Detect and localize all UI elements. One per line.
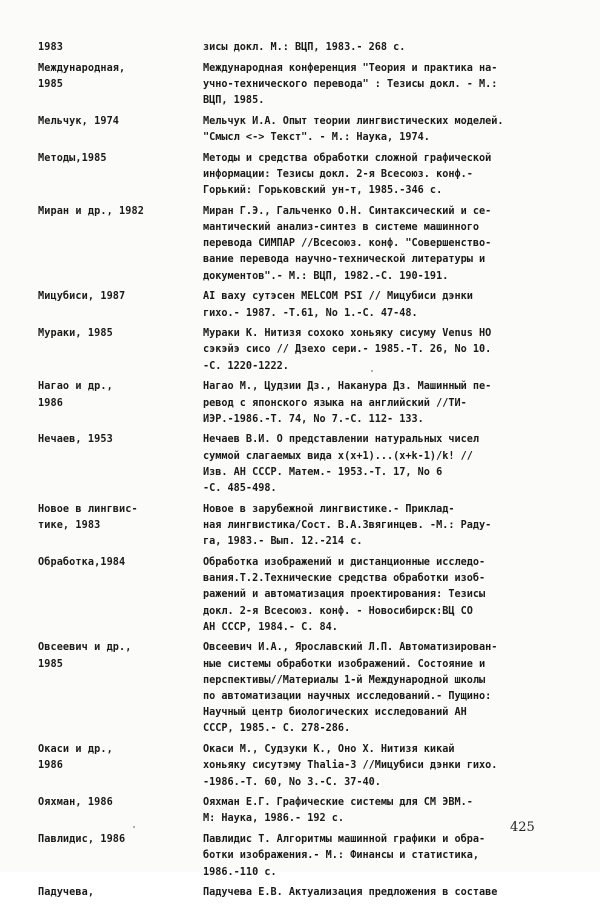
bibliography-entry (38, 40, 568, 56)
entry-text: Падучева Е.В. Актуализация предложения в составе (203, 887, 498, 899)
entry-text: Ояхман Е.Г. Графические системы для СМ ЭВМ.- М: Наука, 1986.- 192 с. (203, 797, 473, 825)
entry-text: зисы докл. М.: ВЦП, 1983.- 268 с. (203, 42, 406, 53)
bibliography-entry (38, 885, 568, 901)
entry-text: Новое в зарубежной лингвистике.- Приклад- ная лингвистика/Сост. В.А.Звягинцев. -М.: Раду- га, 1983.- Вып. 12.-214 с. (203, 503, 492, 548)
bibliography-entry (38, 640, 568, 737)
entry-key: Мураки, 1985 (38, 328, 113, 340)
bibliography-entry (38, 204, 568, 285)
entry-key: 1983 (38, 42, 63, 53)
entry-text: Миран Г.Э., Гальченко О.Н. Синтаксический и се- мантический анализ-синтез в системе машинного перевода СИМПАР //Всесоюз. конф. "Совершенство- вание перевода научно-технической литературы и документов".- М.: ВЦП, 1982.-С. 190-191. (203, 205, 492, 282)
entry-key: Миран и др., 1982 (38, 205, 144, 217)
entry-text: AI ваху сутэсен MELCOM PSI // Мицубиси дэнки гихо.- 1987. -Т.61, No 1.-С. 47-48. (203, 291, 473, 319)
entry-text: Овсеевич И.А., Ярославский Л.П. Автоматизирован- ные системы обработки изображений. Состояние и перспективы//Материалы 1-й Международной школы по автоматизации научных исследований.- Пущино: Научный центр биологических исследований АН СССР, 1985.- С. 278-286. (203, 642, 498, 735)
bibliography-entry (38, 379, 568, 428)
entry-key: Мельчук, 1974 (38, 115, 120, 127)
entry-key: Падучева, (38, 887, 95, 899)
entry-text: Мельчук И.А. Опыт теории лингвистических моделей. "Смысл <-> Текст". - М.: Наука, 1974. (203, 115, 504, 144)
entry-key: Обработка,1984 (38, 556, 126, 568)
entry-key: Ояхман, 1986 (38, 797, 113, 809)
bibliography-entry (38, 832, 568, 881)
entry-key: Новое в лингвис- тике, 1983 (38, 503, 138, 531)
bibliography-entry (38, 795, 568, 827)
scan-speck (133, 826, 135, 828)
entry-key: Методы,1985 (38, 152, 107, 164)
entry-text: Мураки К. Нитизя сохоко хоньяку сисуму Venus HO сэкэйэ сисо // Дзехо сери.- 1985.-Т. 26, No 10. -С. 1220-1222. (203, 328, 492, 372)
entry-key: Мицубиси, 1987 (38, 291, 126, 303)
entry-key: Павлидис, 1986 (38, 834, 126, 846)
bibliography-entry (38, 151, 568, 200)
bibliography-entry (38, 432, 568, 497)
entry-key: Нечаев, 1953 (38, 434, 113, 446)
bibliography-entry (38, 289, 568, 321)
entry-text: Нагао М., Цудзии Дз., Наканура Дз. Машинный пе- ревод с японского языка на английский //ТИ- ИЭР.-1986.-Т. 74, No 7.-С. 112- 133. (203, 381, 492, 425)
bibliography-list (38, 40, 568, 906)
entry-text: Обработка изображений и дистанционные исследо- вания.Т.2.Технические средства обработки изоб- ражений и автоматизация проектирования: Тезисы докл. 2-я Всесоюз. конф. - Новосибирск:ВЦ СО АН СССР, 1984.- С. 84. (203, 556, 486, 633)
bibliography-entry (38, 555, 568, 636)
bibliography-entry (38, 61, 568, 110)
bibliography-entry (38, 742, 568, 791)
bibliography-entry (38, 114, 568, 146)
entry-text: Международная конференция "Теория и практика на- учно-технического перевода" : Тезисы докл. - М.: ВЦП, 1985. (203, 62, 498, 107)
entry-key: Овсеевич и др., 1985 (38, 642, 132, 670)
entry-text: Павлидис Т. Алгоритмы машинной графики и обра- ботки изображения.- М.: Финансы и статистика, 1986.-110 с. (203, 834, 486, 878)
bibliography-entry (38, 326, 568, 375)
entry-key: Международная, 1985 (38, 62, 126, 90)
page-number: 425 (510, 820, 535, 835)
entry-text: Окаси М., Судзуки К., Оно Х. Нитизя кикай хоньяку сисутэму Thalia-3 //Мицубиси дэнки гихо. -1986.-Т. 60, No 3.-С. 37-40. (203, 744, 498, 788)
scan-speck (371, 370, 373, 372)
entry-text: Нечаев В.И. О представлении натуральных чисел суммой слагаемых вида x(x+1)...(x+k-1)/k! // Изв. АН СССР. Матем.- 1953.-Т. 17, No 6 -С. 485-498. (203, 434, 480, 495)
entry-key: Нагао и др., 1986 (38, 381, 113, 409)
bibliography-entry (38, 502, 568, 551)
entry-key: Окаси и др., 1986 (38, 744, 113, 772)
entry-text: Методы и средства обработки сложной графической информации: Тезисы докл. 2-я Всесоюз. конф.- Горький: Горьковский ун-т, 1985.-346 с. (203, 152, 492, 197)
